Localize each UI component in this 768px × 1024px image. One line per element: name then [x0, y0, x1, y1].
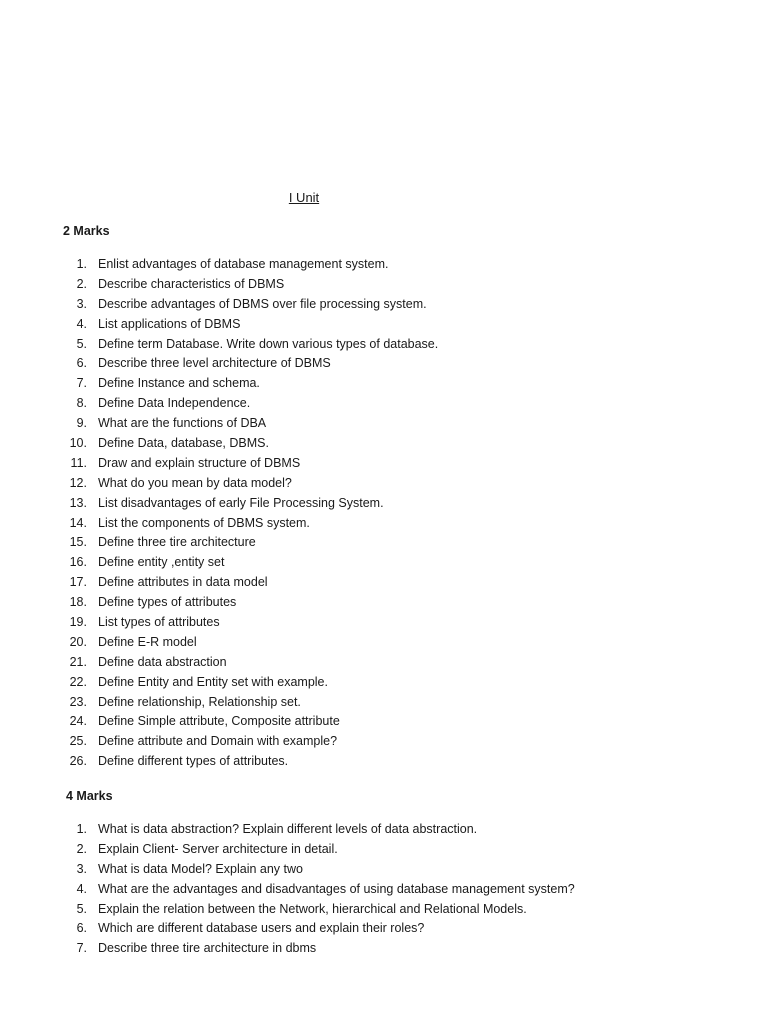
question-text: Define Simple attribute, Composite attribute	[98, 714, 340, 729]
question-number: 6.	[76, 921, 87, 936]
question-number: 17.	[69, 575, 87, 590]
list-item	[0, 255, 438, 275]
list-item	[0, 712, 438, 732]
list-item	[0, 732, 438, 752]
list-item	[0, 354, 438, 374]
question-text: Define three tire architecture	[98, 535, 256, 550]
question-text: Define E-R model	[98, 634, 197, 649]
list-item	[0, 900, 575, 920]
list-item	[0, 939, 575, 959]
question-text: List types of attributes	[98, 615, 220, 630]
question-number: 16.	[69, 555, 87, 570]
list-item	[0, 454, 438, 474]
question-number: 18.	[69, 595, 87, 610]
question-text: List the components of DBMS system.	[98, 515, 310, 530]
question-text: Define term Database. Write down various types of database.	[98, 336, 439, 351]
question-number: 25.	[69, 734, 87, 749]
question-text: What is data abstraction? Explain different levels of data abstraction.	[98, 822, 478, 836]
question-number: 5.	[76, 901, 87, 916]
question-text: What do you mean by data model?	[98, 475, 292, 490]
list-item	[0, 533, 438, 553]
question-number: 3.	[76, 861, 87, 876]
list-item	[0, 820, 575, 840]
question-number: 20.	[69, 634, 87, 649]
question-number: 15.	[69, 535, 87, 550]
list-item	[0, 335, 438, 355]
list-item	[0, 693, 438, 713]
list-item	[0, 275, 438, 295]
list-item	[0, 880, 575, 900]
question-number: 11.	[70, 455, 87, 470]
question-number: 13.	[69, 495, 87, 510]
question-number: 8.	[76, 396, 87, 411]
question-number: 7.	[76, 376, 87, 391]
list-item	[0, 374, 438, 394]
question-text: Define entity ,entity set	[98, 555, 225, 570]
question-text: Define different types of attributes.	[98, 754, 289, 769]
question-number: 2.	[76, 276, 87, 291]
question-text: Define data abstraction	[98, 654, 227, 669]
question-text: Describe three level architecture of DBMS	[98, 356, 331, 371]
question-list-2-marks	[0, 255, 438, 772]
question-number: 14.	[69, 515, 87, 530]
question-text: Which are different database users and explain their roles?	[98, 921, 425, 936]
question-text: Define types of attributes	[98, 595, 237, 610]
list-item	[0, 593, 438, 613]
question-number: 26.	[69, 754, 87, 769]
list-item	[0, 414, 438, 434]
question-list-4-marks	[0, 820, 575, 959]
list-item	[0, 514, 438, 534]
question-number: 19.	[69, 615, 87, 630]
question-text: Describe advantages of DBMS over file processing system.	[98, 296, 427, 311]
question-number: 6.	[76, 356, 87, 371]
question-text: List disadvantages of early File Processing System.	[98, 495, 384, 510]
question-number: 4.	[76, 316, 87, 331]
list-item	[0, 613, 438, 633]
question-text: Explain the relation between the Network, hierarchical and Relational Models.	[98, 901, 527, 916]
list-item	[0, 394, 438, 414]
question-text: Describe characteristics of DBMS	[98, 276, 285, 291]
question-number: 1.	[76, 257, 87, 271]
question-text: Define Entity and Entity set with example.	[98, 674, 328, 689]
list-item	[0, 919, 575, 939]
question-number: 24.	[69, 714, 87, 729]
question-text: List applications of DBMS	[98, 316, 241, 331]
list-item	[0, 653, 438, 673]
list-item	[0, 673, 438, 693]
question-text: Define attributes in data model	[98, 575, 268, 590]
question-text: Define Data Independence.	[98, 396, 251, 411]
list-item	[0, 434, 438, 454]
question-number: 12.	[69, 475, 87, 490]
question-text: Define relationship, Relationship set.	[98, 694, 301, 709]
question-text: Enlist advantages of database management system.	[98, 257, 389, 271]
question-text: What are the functions of DBA	[98, 416, 267, 431]
question-text: Define Instance and schema.	[98, 376, 260, 391]
section-heading-2-marks: 2 Marks	[63, 224, 110, 238]
list-item	[0, 840, 575, 860]
question-text: What is data Model? Explain any two	[98, 861, 303, 876]
question-text: Draw and explain structure of DBMS	[98, 455, 301, 470]
question-text: Describe three tire architecture in dbms	[98, 941, 317, 956]
list-item	[0, 494, 438, 514]
list-item	[0, 553, 438, 573]
question-text: Define attribute and Domain with example?	[98, 734, 338, 749]
question-number: 23.	[69, 694, 87, 709]
question-number: 3.	[76, 296, 87, 311]
list-item	[0, 474, 438, 494]
list-item	[0, 573, 438, 593]
question-number: 4.	[76, 881, 87, 896]
question-number: 9.	[76, 416, 87, 431]
list-item	[0, 752, 438, 772]
question-number: 22.	[69, 674, 87, 689]
unit-title: I Unit	[288, 190, 320, 205]
question-text: What are the advantages and disadvantages of using database management system?	[98, 881, 575, 896]
section-heading-4-marks: 4 Marks	[66, 789, 113, 803]
question-number: 21.	[69, 654, 87, 669]
question-number: 1.	[76, 822, 87, 836]
question-text: Explain Client- Server architecture in detail.	[98, 841, 338, 856]
list-item	[0, 315, 438, 335]
question-text: Define Data, database, DBMS.	[98, 436, 269, 451]
question-number: 7.	[76, 941, 87, 956]
list-item	[0, 633, 438, 653]
list-item	[0, 295, 438, 315]
list-item	[0, 860, 575, 880]
question-number: 2.	[76, 841, 87, 856]
question-number: 10.	[69, 436, 87, 451]
question-number: 5.	[76, 336, 87, 351]
